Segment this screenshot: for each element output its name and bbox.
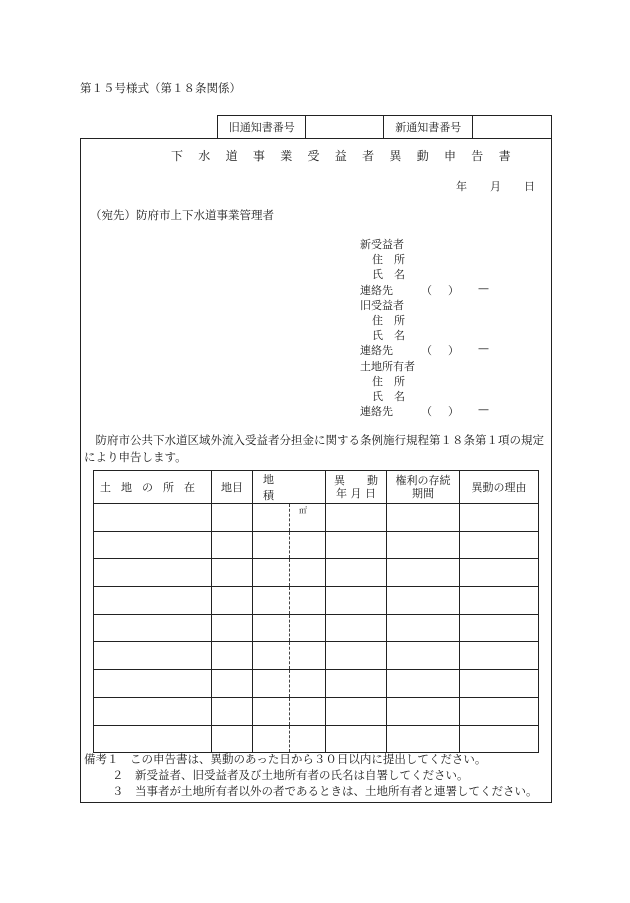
header-rights-period: 権利の存続 期間 — [387, 471, 460, 504]
old-notice-number-label: 旧通知書番号 — [218, 116, 306, 138]
cell-reason[interactable] — [460, 642, 539, 670]
cell-change-date[interactable] — [326, 670, 387, 698]
declaration-text: 防府市公共下水道区域外流入受益者分担金に関する条例施行規程第１８条第１項の規定により申告します。 — [84, 433, 544, 464]
cell-change-date[interactable] — [326, 642, 387, 670]
cell-rights-period[interactable] — [387, 697, 460, 725]
cell-lot-type[interactable] — [212, 642, 253, 670]
cell-location[interactable] — [94, 587, 212, 615]
header-lot-type: 地目 — [212, 471, 253, 504]
new-holder-contact-label[interactable]: 連絡先 — [360, 284, 393, 297]
land-owner-contact-label[interactable]: 連絡先 — [360, 405, 393, 418]
cell-reason[interactable] — [460, 670, 539, 698]
header-change-date: 異 動 年 月 日 — [326, 471, 387, 504]
cell-location[interactable] — [94, 559, 212, 587]
cell-location[interactable] — [94, 531, 212, 559]
table-row — [94, 559, 539, 587]
header-area: 地積 — [253, 471, 326, 504]
note-1: 備考１ この申告書は、異動のあった日から３０日以内に提出してください。 — [84, 752, 487, 766]
cell-location[interactable] — [94, 725, 212, 753]
paren-close: ） — [448, 284, 459, 297]
cell-area[interactable] — [253, 531, 326, 559]
phone-dash: — — [478, 282, 489, 295]
cell-area[interactable] — [253, 725, 326, 753]
cell-rights-period[interactable] — [387, 614, 460, 642]
document-title: 下水道事業受益者異動申告書 — [171, 149, 526, 163]
cell-location[interactable] — [94, 504, 212, 532]
date-year-label: 年 — [456, 180, 467, 193]
cell-rights-period[interactable] — [387, 559, 460, 587]
cell-area[interactable] — [253, 559, 326, 587]
land-table — [93, 470, 539, 753]
cell-area[interactable] — [253, 642, 326, 670]
old-holder-heading: 旧受益者 — [360, 299, 404, 312]
paren-open: （ — [421, 344, 432, 357]
cell-rights-period[interactable] — [387, 587, 460, 615]
cell-location[interactable] — [94, 642, 212, 670]
cell-lot-type[interactable] — [212, 725, 253, 753]
cell-area[interactable] — [253, 670, 326, 698]
cell-reason[interactable] — [460, 531, 539, 559]
phone-dash: — — [478, 342, 489, 355]
cell-lot-type[interactable] — [212, 559, 253, 587]
header-reason: 異動の理由 — [460, 471, 539, 504]
cell-area[interactable] — [253, 614, 326, 642]
cell-location[interactable] — [94, 614, 212, 642]
cell-change-date[interactable] — [326, 725, 387, 753]
new-holder-name-label[interactable]: 氏 名 — [372, 268, 405, 281]
cell-lot-type[interactable] — [212, 614, 253, 642]
note-2: ２ 新受益者、旧受益者及び土地所有者の氏名は自署してください。 — [112, 768, 469, 782]
land-owner-name-label[interactable]: 氏 名 — [372, 390, 405, 403]
land-owner-address-label[interactable]: 住 所 — [372, 375, 405, 388]
cell-area[interactable] — [253, 697, 326, 725]
note-3: ３ 当事者が土地所有者以外の者であるときは、土地所有者と連署してください。 — [112, 784, 538, 798]
old-notice-number-field[interactable] — [306, 116, 384, 138]
header-location: 土地の所在 — [94, 471, 212, 504]
cell-location[interactable] — [94, 697, 212, 725]
cell-change-date[interactable] — [326, 587, 387, 615]
old-holder-name-label[interactable]: 氏 名 — [372, 329, 405, 342]
paren-close: ） — [448, 405, 459, 418]
paren-open: （ — [421, 284, 432, 297]
paren-open: （ — [421, 405, 432, 418]
cell-rights-period[interactable] — [387, 642, 460, 670]
table-row — [94, 587, 539, 615]
date-day-label: 日 — [524, 180, 535, 193]
cell-rights-period[interactable] — [387, 670, 460, 698]
cell-rights-period[interactable] — [387, 531, 460, 559]
cell-reason[interactable] — [460, 697, 539, 725]
table-row — [94, 670, 539, 698]
notice-number-table — [217, 115, 552, 138]
new-notice-number-label: 新通知書番号 — [384, 116, 473, 138]
table-row — [94, 614, 539, 642]
cell-lot-type[interactable] — [212, 531, 253, 559]
old-holder-contact-label[interactable]: 連絡先 — [360, 344, 393, 357]
cell-location[interactable] — [94, 670, 212, 698]
cell-reason[interactable] — [460, 725, 539, 753]
cell-lot-type[interactable] — [212, 697, 253, 725]
cell-lot-type[interactable] — [212, 504, 253, 532]
cell-reason[interactable] — [460, 559, 539, 587]
new-holder-heading: 新受益者 — [360, 238, 404, 251]
cell-reason[interactable] — [460, 614, 539, 642]
cell-lot-type[interactable] — [212, 670, 253, 698]
new-holder-address-label[interactable]: 住 所 — [372, 253, 405, 266]
cell-rights-period[interactable] — [387, 725, 460, 753]
cell-change-date[interactable] — [326, 504, 387, 532]
area-unit-label: ㎡ — [299, 506, 307, 515]
cell-change-date[interactable] — [326, 531, 387, 559]
cell-reason[interactable] — [460, 587, 539, 615]
paren-close: ） — [448, 344, 459, 357]
phone-dash: — — [478, 403, 489, 416]
table-row — [94, 725, 539, 753]
table-row — [94, 697, 539, 725]
table-row — [94, 504, 539, 532]
cell-area[interactable] — [253, 587, 326, 615]
cell-change-date[interactable] — [326, 614, 387, 642]
form-number-label: 第１５号様式（第１８条関係） — [80, 81, 241, 95]
land-owner-heading: 土地所有者 — [360, 360, 415, 373]
addressee: （宛先）防府市上下水道事業管理者 — [90, 208, 274, 222]
cell-area[interactable] — [253, 504, 326, 532]
cell-rights-period[interactable] — [387, 504, 460, 532]
table-row — [94, 531, 539, 559]
new-notice-number-field[interactable] — [473, 116, 551, 138]
cell-reason[interactable] — [460, 504, 539, 532]
cell-change-date[interactable] — [326, 559, 387, 587]
old-holder-address-label[interactable]: 住 所 — [372, 314, 405, 327]
cell-change-date[interactable] — [326, 697, 387, 725]
date-month-label: 月 — [490, 180, 501, 193]
cell-lot-type[interactable] — [212, 587, 253, 615]
table-row — [94, 642, 539, 670]
